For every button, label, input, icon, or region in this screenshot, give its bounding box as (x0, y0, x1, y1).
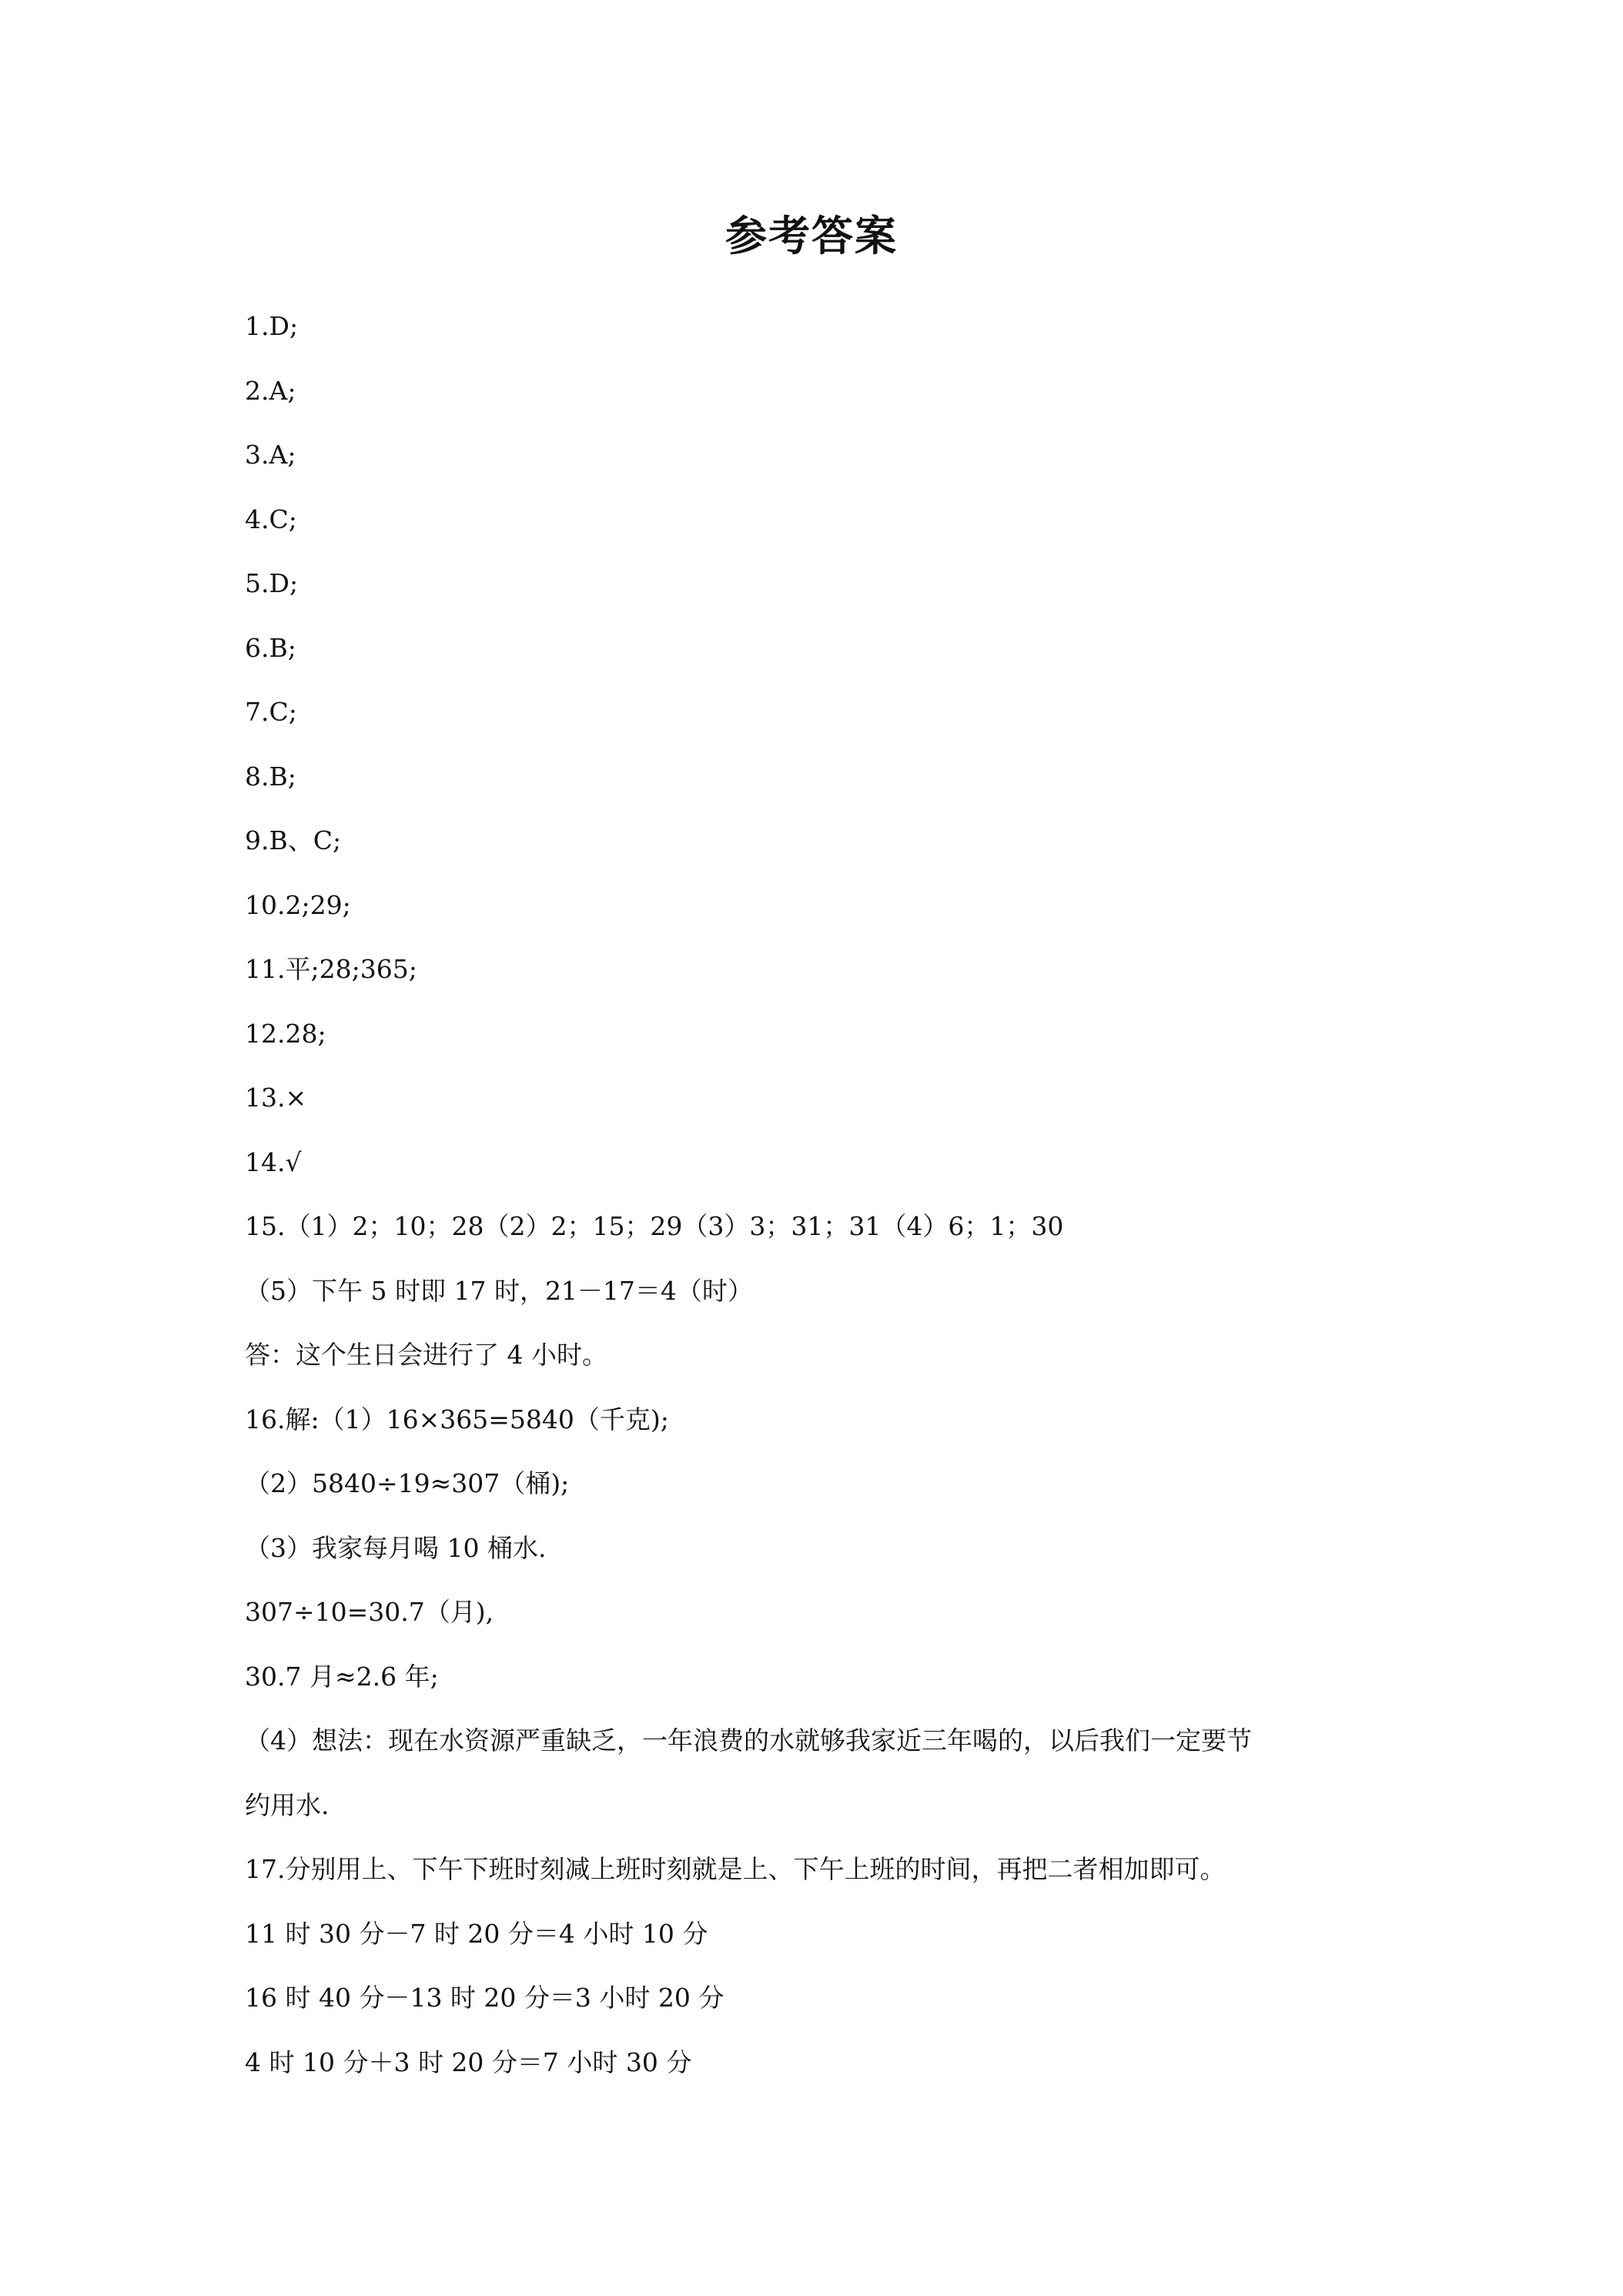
answer-line: 2.A; (245, 375, 296, 406)
answer-line: 12.28; (245, 1018, 326, 1049)
answer-line: 约用水. (245, 1789, 330, 1820)
answer-line: 5.D; (245, 568, 299, 598)
page-title: 参考答案 (725, 212, 898, 260)
answer-line: 答：这个生日会进行了 4 小时。 (245, 1340, 607, 1370)
answer-line: 6.B; (245, 632, 296, 663)
answer-line: 7.C; (245, 697, 297, 727)
answer-line: 4 时 10 分＋3 时 20 分＝7 小时 30 分 (245, 2047, 692, 2077)
answer-line: 13.× (245, 1083, 307, 1113)
answer-line: （2）5840÷19≈307（桶); (245, 1468, 570, 1498)
answer-line: 3.A; (245, 440, 296, 470)
answer-line: 4.C; (245, 504, 297, 534)
answer-line: 307÷10=30.7（月), (245, 1597, 494, 1627)
answer-line: 15.（1）2；10；28（2）2；15；29（3）3；31；31（4）6；1；30 (245, 1211, 1064, 1241)
answer-line: 14.√ (245, 1146, 302, 1177)
answer-list (245, 294, 1384, 2094)
answer-line: 9.B、C; (245, 825, 342, 855)
answer-line: 30.7 月≈2.6 年; (245, 1661, 439, 1692)
answer-line: （5）下午 5 时即 17 时，21－17＝4（时） (245, 1275, 753, 1306)
answer-line: 17.分别用上、下午下班时刻减上班时刻就是上、下午上班的时间，再把二者相加即可。 (245, 1854, 1226, 1884)
answer-line: 1.D; (245, 311, 299, 341)
answer-line: 8.B; (245, 761, 296, 792)
answer-line: 16.解:（1）16×365=5840（千克); (245, 1404, 669, 1434)
answer-line: （4）想法：现在水资源严重缺乏，一年浪费的水就够我家近三年喝的，以后我们一定要节 (245, 1725, 1252, 1755)
answer-line: （3）我家每月喝 10 桶水. (245, 1532, 547, 1563)
answer-line: 11 时 30 分－7 时 20 分＝4 小时 10 分 (245, 1918, 708, 1949)
answer-line: 16 时 40 分－13 时 20 分＝3 小时 20 分 (245, 1983, 724, 2013)
answer-line: 10.2;29; (245, 889, 351, 920)
answer-line: 11.平;28;365; (245, 954, 417, 984)
